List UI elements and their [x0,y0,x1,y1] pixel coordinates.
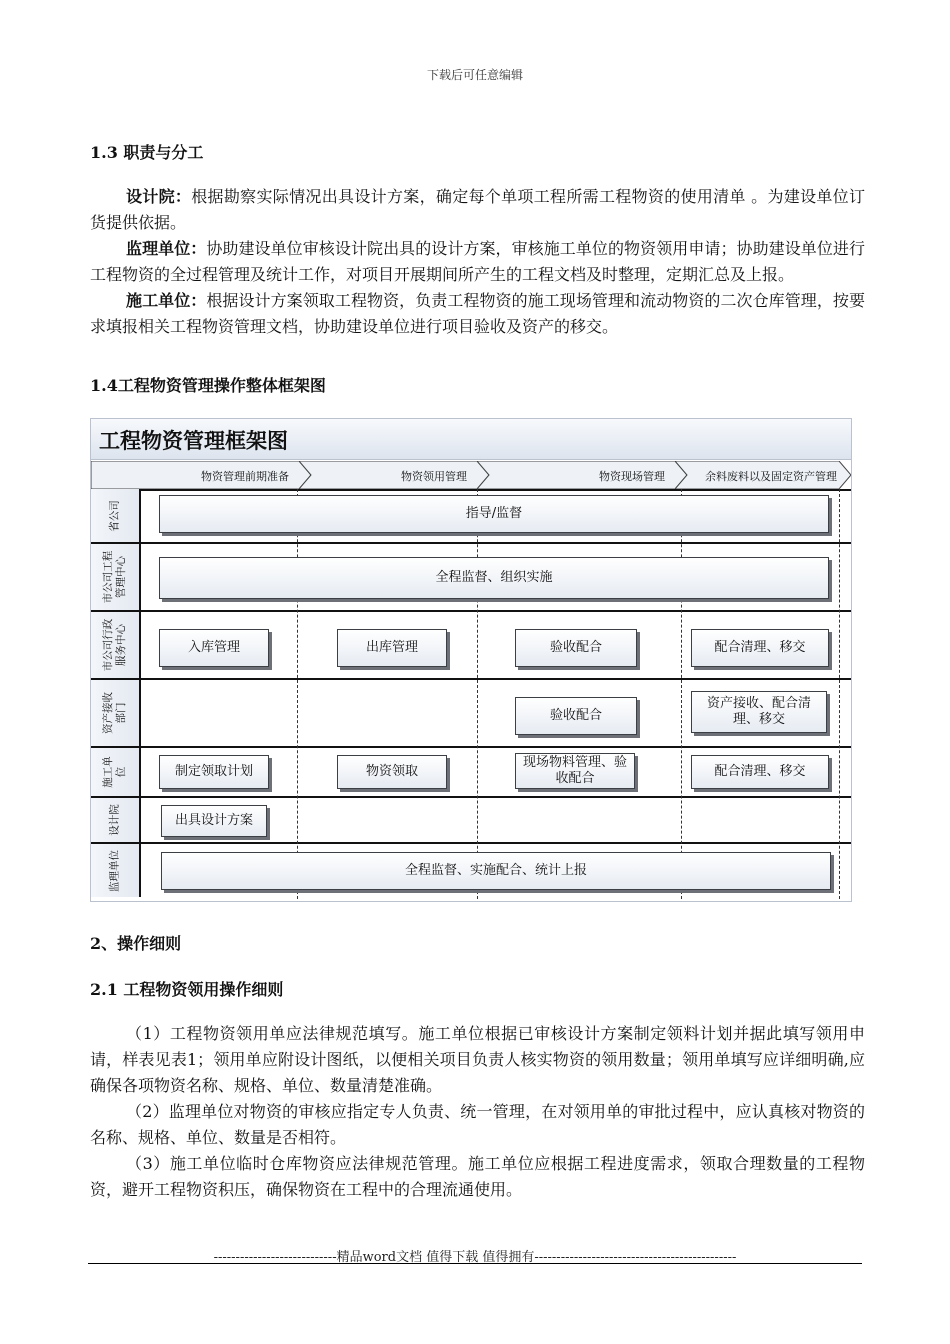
phase-divider [681,489,682,899]
paragraph-design-institute [90,184,865,236]
role-text: 根据勘察实际情况出具设计方案，确定每个单项工程所需工程物资的使用清单 。为建设单位订货提供依据。 [90,187,865,232]
page-footer: ----------------------------精品word文档 值得下载 值得拥有---------------------------------------------- [213,1250,737,1265]
lane-label: 监理单位 [91,844,141,897]
box-clean-transfer-2: 配合清理、移交 [691,755,829,789]
lane-label: 市公司行政服务中心 [91,612,141,678]
footer-rule [88,1263,862,1264]
section-1-3-body [90,184,865,340]
page-header-note: 下载后可任意编辑 [426,68,523,82]
role-label: 施工单位： [126,291,207,310]
phase-label: 物资现场管理 [599,470,665,483]
phase-divider [297,489,298,899]
box-accept-2: 验收配合 [515,697,637,735]
diagram-title: 工程物资管理框架图 [99,429,288,453]
box-outbound: 出库管理 [337,629,447,667]
phase-1 [91,461,311,489]
paragraph-construction [90,288,865,340]
box-plan: 制定领取计划 [159,755,269,789]
rule-1: （1）工程物资领用单应法律规范填写。施工单位根据已审核设计方案制定领料计划并据此填写领用申请，样表见表1；领用单应附设计图纸，以便相关项目负责人核实物资的领用数量；领用单填写应详细明确,应确保各项物资名称、规格、单位、数量清楚准确。 [90,1024,865,1095]
framework-diagram [90,418,852,902]
box-guide: 指导/监督 [159,495,829,533]
phase-divider [839,489,840,899]
phase-2 [299,461,489,489]
rule-3: （3）施工单位临时仓库物资应法律规范管理。施工单位应根据工程进度需求，领取合理数量的工程物资，避开工程物资积压，确保物资在工程中的合理流通使用。 [90,1154,865,1199]
box-design: 出具设计方案 [161,805,267,837]
box-supervise-report: 全程监督、实施配合、统计上报 [161,852,831,890]
swimlanes [91,489,851,899]
box-full-supervise: 全程监督、组织实施 [159,557,829,599]
role-text: 根据设计方案领取工程物资，负责工程物资的施工现场管理和流动物资的二次仓库管理，按要求填报相关工程物资管理文档，协助建设单位进行项目验收及资产的移交。 [90,291,865,336]
box-site-mgmt: 现场物料管理、验收配合 [515,753,635,789]
phase-label: 物资管理前期准备 [201,470,289,483]
lane-label: 省公司 [91,489,141,542]
lane-label: 资产接收部门 [91,680,141,746]
box-inbound: 入库管理 [159,629,269,667]
lane-label: 市公司工程管理中心 [91,544,141,610]
section-1-4-heading: 1.4工程物资管理操作整体框架图 [90,376,326,395]
diagram-title-bar [91,419,851,460]
role-label: 监理单位： [126,239,207,258]
paragraph-supervision [90,236,865,288]
section-1-3-heading: 1.3 职责与分工 [90,143,204,162]
phase-divider [477,489,478,899]
section-2-1-body [90,1021,865,1203]
section-2-heading: 2、操作细则 [90,934,182,953]
box-receive: 物资领取 [337,755,447,789]
phase-label: 物资领用管理 [401,470,467,483]
lane-label: 设计院 [91,798,141,842]
phase-3 [477,461,687,489]
role-text: 协助建设单位审核设计院出具的设计方案，审核施工单位的物资领用申请；协助建设单位进行工程物资的全过程管理及统计工作，对项目开展期间所产生的工程文档及时整理，定期汇总及上报。 [90,239,865,284]
phase-4 [675,461,851,489]
section-2-1-heading: 2.1 工程物资领用操作细则 [90,980,284,999]
lane-label: 施工单位 [91,748,141,796]
box-asset-receive: 资产接收、配合清理、移交 [691,691,827,733]
rule-2: （2）监理单位对物资的审核应指定专人负责、统一管理，在对领用单的审批过程中，应认真核对物资的名称、规格、单位、数量是否相符。 [90,1102,865,1147]
phase-label: 余料废料以及固定资产管理 [705,470,837,483]
box-clean-transfer-1: 配合清理、移交 [691,629,829,667]
box-accept-1: 验收配合 [515,629,637,667]
role-label: 设计院： [126,187,192,206]
